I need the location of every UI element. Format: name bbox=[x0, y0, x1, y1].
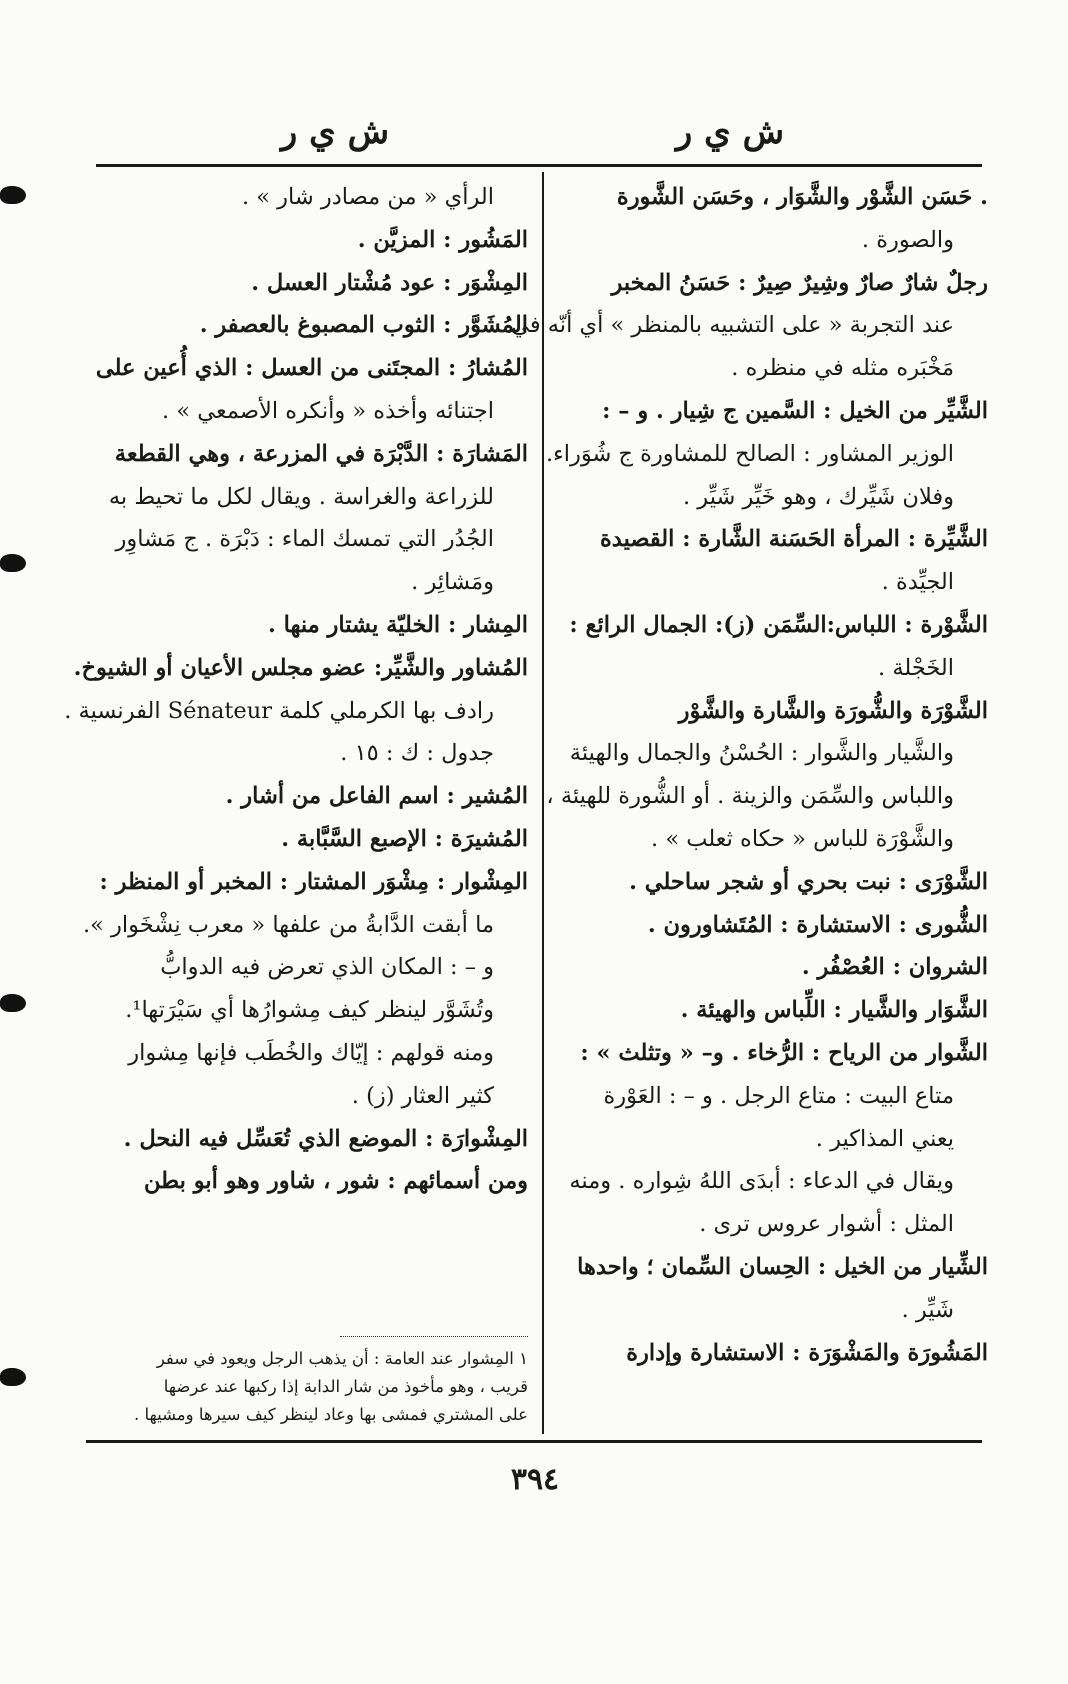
entry-continuation-line: المثل : أشوار عروس ترى . bbox=[699, 1211, 954, 1238]
entry-continuation-line: الخَجْلة . bbox=[878, 654, 954, 681]
entry-continuation-line: يعني المذاكير . bbox=[815, 1125, 954, 1152]
entry-continuation-line: كثير العثار (ز) . bbox=[351, 1082, 494, 1109]
entry-headword-line: الشَّوْرَة والشُّورَة والشَّارة والشَّوْر bbox=[678, 697, 988, 724]
footnote-line: ١ المِشوار عند العامة : أن يذهب الرجل ويعود في سفر bbox=[156, 1349, 528, 1368]
entry-continuation-line: والصورة . bbox=[861, 226, 954, 253]
entry-headword-line: الشروان : العُصْفُر . bbox=[801, 954, 988, 981]
footer-rule bbox=[86, 1440, 982, 1443]
entry-headword-line: الشُّورى : الاستشارة : المُتَشاورون . bbox=[647, 911, 988, 938]
footnote-rule bbox=[340, 1336, 528, 1337]
entry-continuation-line: للزراعة والغراسة . ويقال لكل ما تحيط به bbox=[108, 483, 494, 510]
running-header-right: ش ي ر bbox=[675, 112, 785, 152]
entry-headword-line: الشَّيِّر من الخيل : السَّمين ج شِيار . و – : bbox=[602, 397, 988, 424]
entry-headword-line: الشَّوار من الرياح : الرُّخاء . و– « وتثلث » : bbox=[580, 1039, 988, 1066]
header-rule bbox=[96, 164, 982, 167]
entry-headword-line: رجلٌ شارٌ صارٌ وشِيرٌ صِيرٌ : حَسَنُ المخبر bbox=[611, 269, 988, 296]
entry-continuation-line: والشَّيار والشَّوار : الحُسْنُ والجمال والهيئة bbox=[569, 740, 954, 767]
entry-headword-line: المِشْوار : مِشْوَر المشتار : المخبر أو المنظر : bbox=[99, 868, 528, 895]
entry-continuation-line: وتُشَوَّر لينظر كيف مِشوارُها أي سَيْرَتها¹. bbox=[125, 997, 494, 1024]
entry-continuation-line: مَخْبَره مثله في منظره . bbox=[731, 355, 954, 382]
running-header-left: ش ي ر bbox=[280, 112, 390, 152]
entry-continuation-line: الرأي « من مصادر شار » . bbox=[241, 184, 494, 210]
entry-continuation-line: الجُدُر التي تمسك الماء : دَبْرَة . ج مَشاوِر bbox=[115, 526, 494, 553]
scan-edge-mark bbox=[0, 186, 26, 204]
entry-continuation-line: ومَشائِر . bbox=[411, 569, 494, 596]
entry-continuation-line: و – : المكان الذي تعرض فيه الدوابُّ bbox=[160, 954, 494, 981]
entry-continuation-line: الجيِّدة . bbox=[881, 569, 954, 596]
column-divider bbox=[542, 172, 544, 1434]
entry-continuation-line: ما أبقت الدَّابةُ من علفها « معرب نِشْخَوار ». bbox=[82, 911, 494, 938]
entry-continuation-line: واللباس والسِّمَن والزينة . أو الشُّورة للهيئة ، bbox=[546, 783, 954, 810]
entry-headword-line: المُشير : اسم الفاعل من أشار . bbox=[225, 783, 528, 810]
entry-continuation-line: ومنه قولهم : إيّاك والخُطَب فإنها مِشوار bbox=[128, 1039, 494, 1066]
footnote-line: قريب ، وهو مأخوذ من شار الدابة إذا ركبها عند عرضها bbox=[163, 1377, 528, 1396]
page-number: ٣٩٤ bbox=[510, 1462, 560, 1497]
entry-headword-line: ومن أسمائهم : شور ، شاور وهو أبو بطن bbox=[144, 1168, 528, 1195]
entry-headword-line: المِشْوَر : عود مُشْتار العسل . bbox=[251, 269, 528, 296]
scan-edge-mark bbox=[0, 1368, 26, 1386]
entry-continuation-line: والشَّوْرَة للباس « حكاه ثعلب » . bbox=[651, 825, 954, 852]
footnote-line: على المشتري فمشى بها وعاد لينظر كيف سيرها ومشيها . bbox=[133, 1405, 528, 1424]
entry-continuation-line: ويقال في الدعاء : أبدَى اللهُ شِواره . ومنه bbox=[569, 1168, 954, 1195]
entry-continuation-line: رادف بها الكرملي كلمة Sénateur الفرنسية . bbox=[64, 697, 494, 724]
entry-continuation-line: وفلان شَيِّرك ، وهو خَيِّر شَيِّر . bbox=[682, 483, 954, 510]
entry-headword-line: المَشارَة : الدَّبْرَة في المزرعة ، وهي القطعة bbox=[114, 440, 528, 467]
entry-headword-line: المِشار : الخليّة يشتار منها . bbox=[267, 611, 528, 638]
right-column bbox=[511, 176, 988, 1374]
entry-headword-line: المُشاور والشَّيِّر: عضو مجلس الأعيان أو الشيوخ. bbox=[73, 654, 528, 681]
entry-headword-line: المُشارُ : المجتَنى من العسل : الذي أُعين على bbox=[95, 355, 528, 382]
entry-headword-line: المِشْوارَة : الموضع الذي تُعَسِّل فيه النحل . bbox=[123, 1125, 528, 1152]
entry-headword-line: . حَسَن الشَّوْر والشَّوَار ، وحَسَن الشَّورة bbox=[616, 184, 988, 210]
entry-continuation-line: شَيِّر . bbox=[901, 1296, 954, 1323]
scan-edge-mark bbox=[0, 554, 26, 572]
entry-headword-line: المُشيرَة : الإصبع السَّبَّابة . bbox=[281, 825, 528, 852]
entry-headword-line: المَشُور : المزيَّن . bbox=[357, 226, 528, 253]
entry-headword-line: الشَّوَار والشَّيار : اللِّباس والهيئة . bbox=[680, 997, 988, 1024]
entry-headword-line: المَشُورَة والمَشْوَرَة : الاستشارة وإدارة bbox=[626, 1339, 988, 1366]
entry-headword-line: الشَّوْرَى : نبت بحري أو شجر ساحلي . bbox=[629, 868, 988, 895]
left-column bbox=[64, 176, 528, 1203]
footnote bbox=[92, 1345, 528, 1429]
entry-continuation-line: جدول : ك : ١٥ . bbox=[340, 740, 494, 767]
entry-headword-line: المُشَوَّر : الثوب المصبوغ بالعصفر . bbox=[199, 312, 528, 339]
entry-continuation-line: متاع البيت : متاع الرجل . و – : العَوْرة bbox=[603, 1082, 954, 1109]
entry-headword-line: الشِّيار من الخيل : الحِسان السِّمان ؛ واحدها bbox=[577, 1253, 988, 1280]
entry-headword-line: الشَّوْرة : اللباس:السِّمَن (ز): الجمال الرائع : bbox=[569, 611, 988, 638]
entry-headword-line: الشَّيِّرة : المرأة الحَسَنة الشَّارة : القصيدة bbox=[600, 526, 988, 553]
entry-continuation-line: الوزير المشاور : الصالح للمشاورة ج شُوَراء. bbox=[546, 440, 954, 467]
scan-edge-mark bbox=[0, 994, 26, 1012]
entry-continuation-line: اجتنائه وأخذه « وأنكره الأصمعي » . bbox=[162, 397, 494, 424]
entry-continuation-line: عند التجربة « على التشبيه بالمنظر » أي أنّه في bbox=[511, 312, 954, 339]
